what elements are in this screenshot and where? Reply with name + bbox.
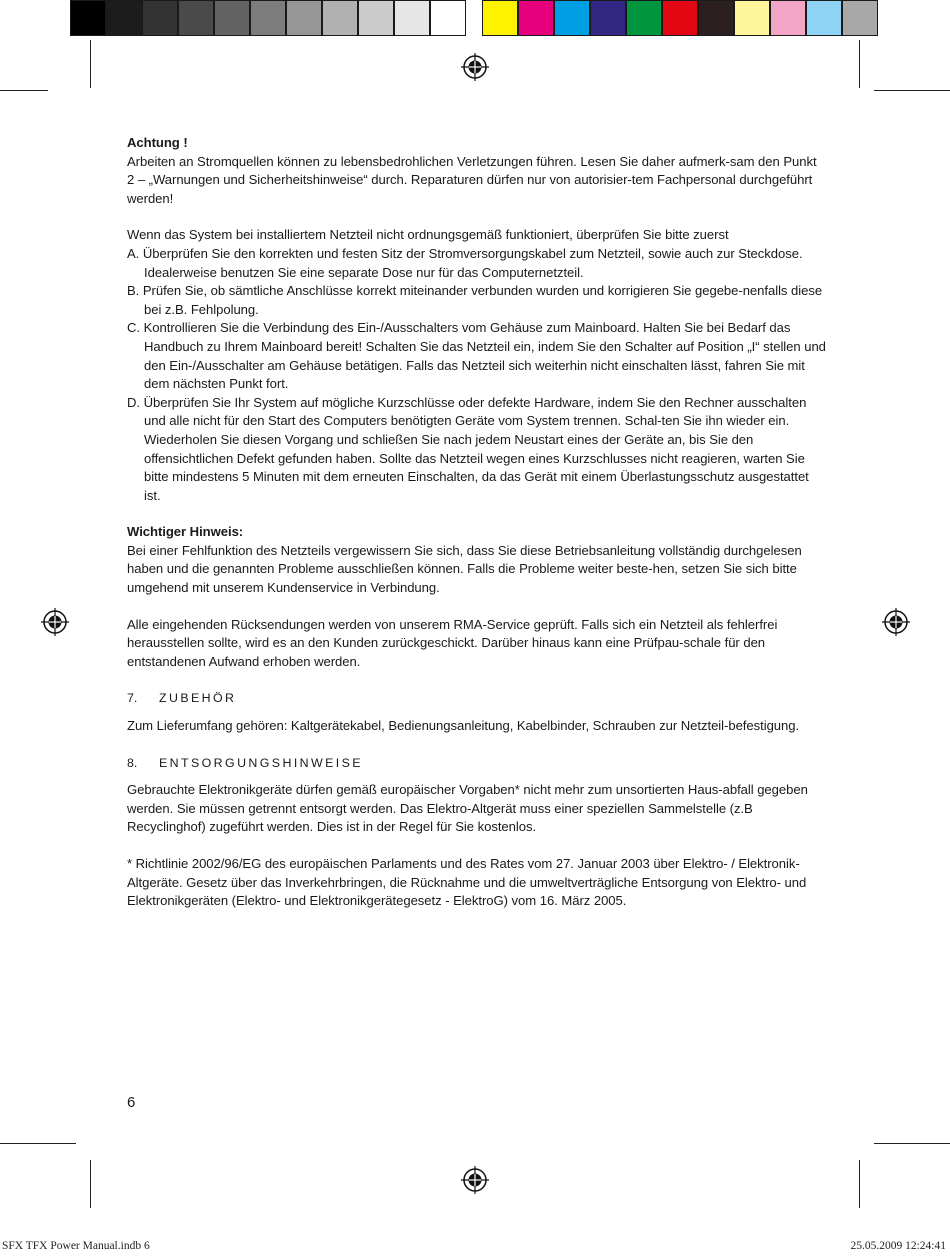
troubleshooting-item-c: C. Kontrollieren Sie die Verbindung des Ein-/Ausschalters vom Gehäuse zum Mainboard. Halten Sie bei Bedarf das Handbuch zu Ihrem Mainboard bereit! Schalten Sie das Netzteil ein, indem Sie den Schalter auf Position „I“ stellen und den Ein-/Ausschalter am Gehäuse betätigen. Falls das Netzteil sich weiterhin nicht einschalten lässt, fahren Sie mit dem nächsten Punkt fort. — [127, 320, 826, 392]
page-number: 6 — [127, 1094, 136, 1111]
registration-mark-bottom-icon — [460, 1165, 490, 1195]
troubleshooting-item-d: D. Überprüfen Sie Ihr System auf mögliche Kurzschlüsse oder defekte Hardware, indem Sie den Rechner ausschalten und alle nicht für den Start des Computers benötigten Geräte vom System trennen. Schal-ten Sie ihn wieder ein. Wiederholen Sie diesen Vorgang und schließen Sie nach jedem Neustart eines der Geräte an, bis Sie den offensichtlichen Defekt gefunden haben. Sollte das Netzteil wegen eines Kurzschlusses nicht reagieren, warten Sie bitte mindestens 5 Minuten mit dem erneuten Einschalten, da das Gerät mit einem Überlastungsschutz ausgestattet ist. — [127, 394, 809, 503]
crop-mark — [90, 40, 91, 88]
registration-mark-left-icon — [40, 607, 70, 637]
section-8-number: 8. — [127, 755, 138, 770]
troubleshooting-intro: Wenn das System bei installiertem Netzteil nicht ordnungsgemäß funktioniert, überprüfen Sie bitte zuerst — [127, 227, 729, 243]
color-bar — [482, 0, 878, 38]
registration-mark-right-icon — [881, 607, 911, 637]
registration-mark-top-icon — [460, 52, 490, 82]
color-swatch — [626, 0, 662, 36]
troubleshooting-item-b: B. Prüfen Sie, ob sämtliche Anschlüsse korrekt miteinander verbunden wurden und korrigieren Sie gegebe-nenfalls diese bei z.B. Fehlpolung. — [127, 283, 823, 317]
color-swatch — [106, 0, 142, 36]
manual-page-content — [127, 134, 827, 911]
color-swatch — [358, 0, 394, 36]
color-swatch — [142, 0, 178, 36]
crop-mark — [874, 90, 950, 91]
color-swatch — [214, 0, 250, 36]
color-swatch — [286, 0, 322, 36]
color-swatch — [482, 0, 518, 36]
color-swatch — [770, 0, 806, 36]
warning-text: Arbeiten an Stromquellen können zu lebensbedrohlichen Verletzungen führen. Lesen Sie daher aufmerk-sam den Punkt 2 – „Warnungen und Sicherheitshinweise“ durch. Reparaturen dürfen nur von autorisier-tem Fachpersonal durchgeführt werden! — [127, 153, 817, 206]
section-7-text: Zum Lieferumfang gehören: Kaltgerätekabel, Bedienungsanleitung, Kabelbinder, Schrauben zur Netzteil-befestigung. — [127, 718, 800, 734]
crop-mark — [90, 1160, 91, 1208]
notice-title: Wichtiger Hinweis: — [127, 524, 244, 540]
warning-title: Achtung ! — [127, 135, 188, 150]
color-swatch — [662, 0, 698, 36]
color-swatch — [322, 0, 358, 36]
section-8-title: ENTSORGUNGSHINWEISE — [159, 755, 363, 770]
section-8-footnote: * Richtlinie 2002/96/EG des europäischen Parlaments und des Rates vom 27. Januar 2003 über Elektro- / Elektronik-Altgeräte. Gesetz über das Inverkehrbringen, die Rücknahme und die umweltverträgliche Entsorgung von Elektro- und Elektronikgeräten (Elektro- und Elektronikgerätegesetz - ElektroG) vom 16. März 2005. — [127, 856, 807, 909]
crop-mark — [859, 40, 860, 88]
crop-mark — [859, 1160, 860, 1208]
color-swatch — [806, 0, 842, 36]
color-swatch — [590, 0, 626, 36]
rma-text: Alle eingehenden Rücksendungen werden von unserem RMA-Service geprüft. Falls sich ein Netzteil als fehlerfrei herausstellen sollte, wird es an den Kunden zurückgeschickt. Darüber hinaus kann eine Prüfpau-schale für den entstandenen Aufwand erhoben werden. — [127, 616, 778, 669]
section-7-title: ZUBEHÖR — [159, 691, 237, 706]
color-swatch — [178, 0, 214, 36]
slug-filename: SFX TFX Power Manual.indb 6 — [2, 1240, 150, 1252]
section-8-heading — [127, 754, 827, 773]
color-swatch — [250, 0, 286, 36]
section-7-heading — [127, 689, 827, 708]
color-swatch — [734, 0, 770, 36]
color-swatch — [70, 0, 106, 36]
color-swatch — [394, 0, 430, 36]
slug-datetime: 25.05.2009 12:24:41 — [850, 1240, 946, 1252]
section-8-text: Gebrauchte Elektronikgeräte dürfen gemäß europäischer Vorgaben* nicht mehr zum unsortierten Haus-abfall gegeben werden. Sie müssen getrennt entsorgt werden. Das Elektro-Altgerät muss einer speziellen Sammelstelle (z.B Recyclinghof) zugeführt werden. Dies ist in der Regel für Sie kostenlos. — [127, 782, 808, 835]
troubleshooting-item-a: A. Überprüfen Sie den korrekten und festen Sitz der Stromversorgungskabel zum Netzteil, sowie auch zur Steckdose. Idealerweise benutzen Sie eine separate Dose nur für das Computernetzteil. — [127, 245, 803, 280]
grayscale-bar — [70, 0, 466, 38]
crop-mark — [0, 1143, 76, 1144]
crop-mark — [0, 90, 48, 91]
section-7-number: 7. — [127, 691, 138, 706]
color-swatch — [698, 0, 734, 36]
crop-mark — [874, 1143, 950, 1144]
notice-text: Bei einer Fehlfunktion des Netzteils vergewissern Sie sich, dass Sie diese Betriebsanleitung vollständig durchgelesen haben und die genannten Probleme ausschließen können. Falls die Probleme weiter beste-hen, setzen Sie sich bitte umgehend mit unserem Kundenservice in Verbindung. — [127, 542, 802, 596]
color-swatch — [842, 0, 878, 36]
color-swatch — [554, 0, 590, 36]
color-swatch — [430, 0, 466, 36]
color-swatch — [518, 0, 554, 36]
